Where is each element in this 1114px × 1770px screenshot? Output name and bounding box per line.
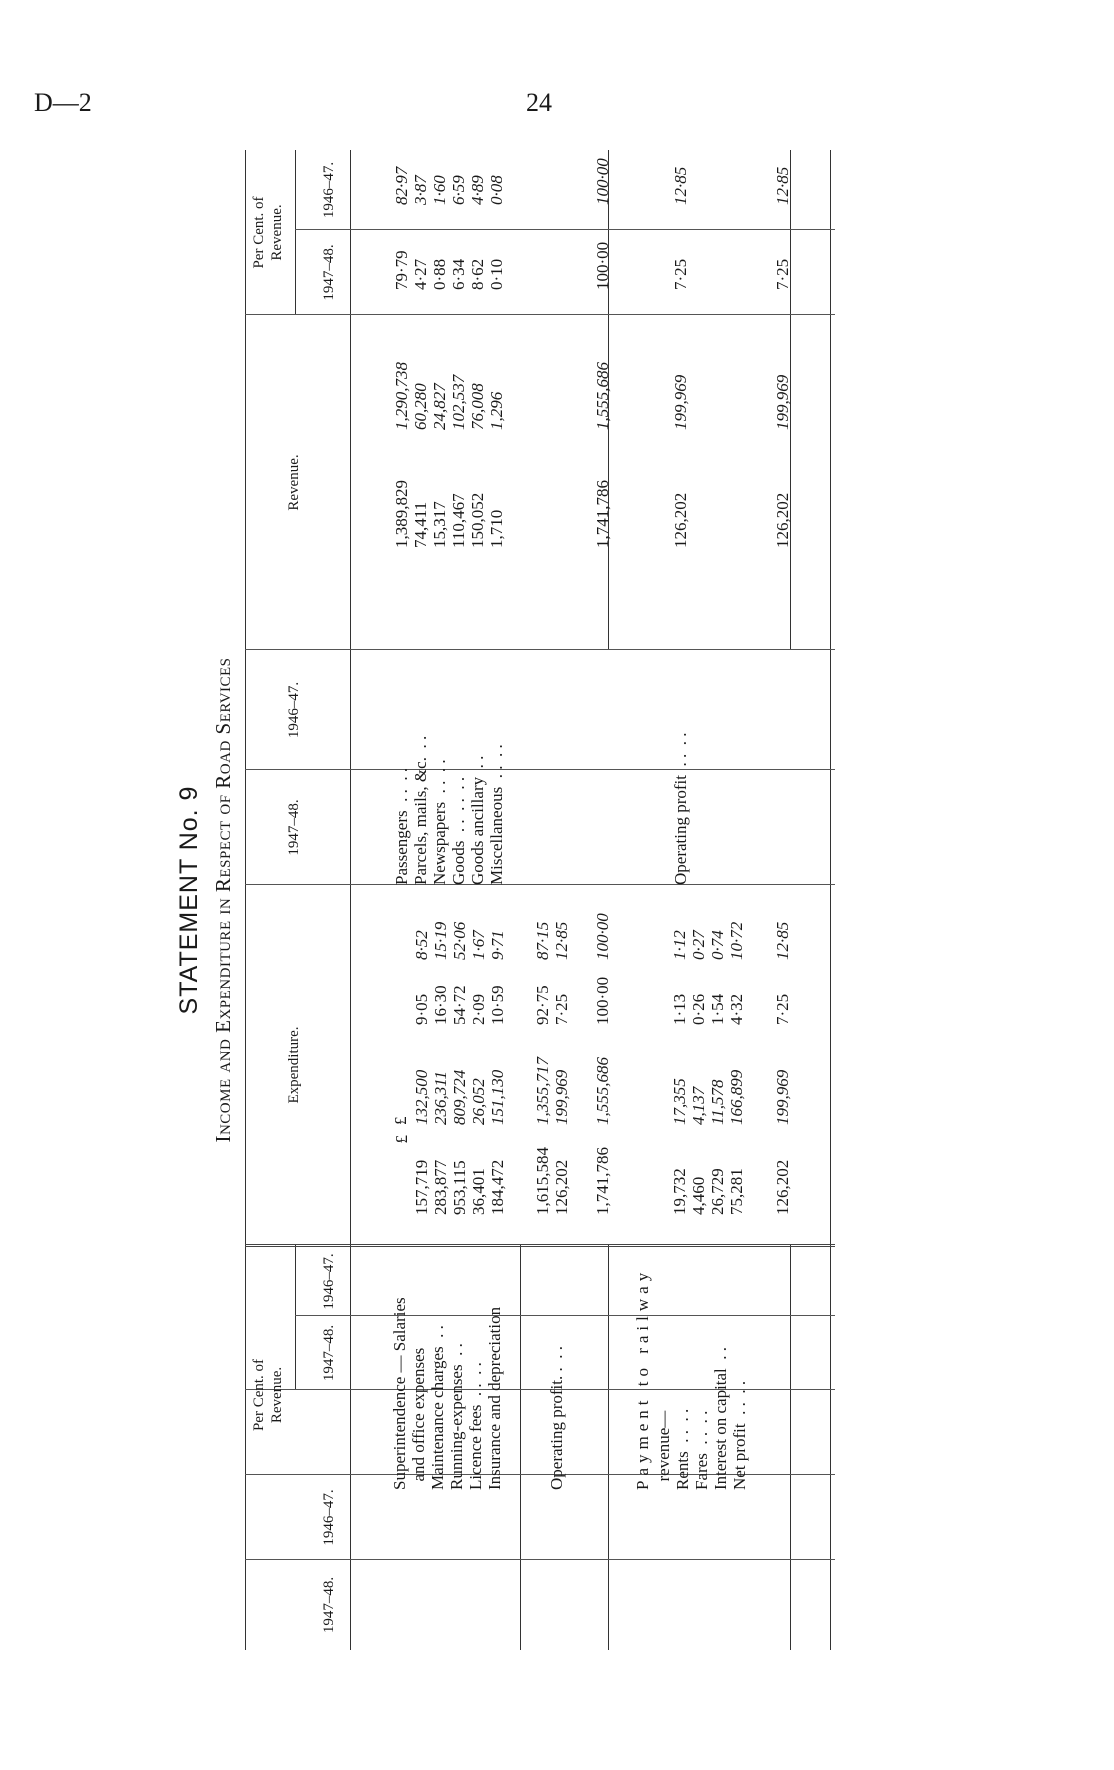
rev-p2-total: 100·00 xyxy=(593,158,612,205)
exp-p1-total: 100·00 xyxy=(593,976,612,1025)
header-pct-y2-right: 1946–47. xyxy=(321,161,337,219)
exp-y2-total: 1,555,686 xyxy=(593,1057,612,1125)
header-pct-right: Per Cent. of Revenue. xyxy=(251,196,285,269)
statement-subtitle: Income and Expenditure in Respect of Road Services xyxy=(211,657,235,1143)
exp-p2-payments: 1·12 0·27 0·74 10·72 xyxy=(670,921,746,960)
exp-y1-subtotal: 1,615,584 126,202 xyxy=(533,1147,571,1215)
exp-y1-final: 126,202 xyxy=(773,1159,792,1215)
exp-y1-total: 1,741,786 xyxy=(593,1147,612,1215)
rev-y2-rows: 1,290,738 60,280 24,827 102,537 76,008 1,296 xyxy=(392,362,506,430)
statement-title: STATEMENT No. 9 xyxy=(175,785,203,1015)
exp-y1-rows: 157,719 283,877 953,115 36,401 184,472 xyxy=(412,1159,507,1215)
exp-y2-final: 199,969 xyxy=(773,1069,792,1125)
rev-p1-rows: 79·79 4·27 0·88 6·34 8·62 0·10 xyxy=(392,250,506,290)
rev-y1-final: 126,202 xyxy=(773,492,792,548)
exp-y2-pound: £ xyxy=(391,1116,410,1125)
header-y1-right: 1947–48. xyxy=(286,799,302,856)
exp-p1-final: 7·25 xyxy=(773,993,792,1025)
page-number: 24 xyxy=(526,88,552,117)
exp-p2-subtotal: 87·15 12·85 xyxy=(533,921,571,960)
rev-p2-op: 12·85 xyxy=(671,166,690,205)
rev-p1-op: 7·25 xyxy=(671,258,690,290)
page-reference: D—2 xyxy=(34,88,92,117)
header-pct-y2-left: 1946–47. xyxy=(321,1253,337,1310)
rev-p2-final: 12·85 xyxy=(773,166,792,205)
expenditure-subtotal-label: Operating profit. . . . xyxy=(547,1346,566,1490)
expenditure-rows-label: Superintendence — Salaries and office expenses Maintenance charges . . Running-expenses . . Licence fees . . . . Insurance and depreciation xyxy=(390,1297,504,1490)
exp-y1-pound: £ xyxy=(392,1135,411,1144)
exp-y1-payments: 19,732 4,460 26,729 75,281 xyxy=(670,1168,746,1215)
header-pct-left: Per Cent. of Revenue. xyxy=(251,1358,285,1432)
header-revenue: Revenue. xyxy=(286,454,302,511)
exp-p1-rows: 9·05 16·30 54·72 2·09 10·59 xyxy=(412,985,507,1025)
exp-y2-rows: 132,500 236,311 809,724 26,052 151,130 xyxy=(412,1069,507,1125)
rev-y1-total: 1,741,786 xyxy=(593,480,612,548)
exp-p2-rows: 8·52 15·19 52·06 1·67 9·71 xyxy=(412,921,507,960)
header-pct-y1-left: 1947–48. xyxy=(321,1324,337,1382)
header-pct-y1-right: 1947–48. xyxy=(321,244,337,301)
rev-p2-rows: 82·97 3·87 1·60 6·59 4·89 0·08 xyxy=(392,166,506,205)
expenditure-payment-heading: Payment to railway xyxy=(633,1267,652,1490)
header-y2-right: 1946–47. xyxy=(286,681,302,739)
revenue-operating-profit-label: Operating profit . . . . xyxy=(671,732,690,885)
rev-y1-op: 126,202 xyxy=(671,492,690,548)
header-expenditure: Expenditure. xyxy=(286,1026,302,1104)
expenditure-payment-rows: revenue— Rents . . . . Fares . . . . Interest on capital . . Net profit . . . . xyxy=(654,1346,749,1490)
rev-y1-rows: 1,389,829 74,411 15,317 110,467 150,052 1,710 xyxy=(392,480,506,548)
exp-p2-total: 100·00 xyxy=(593,913,612,960)
rev-y2-op: 199,969 xyxy=(671,374,690,430)
exp-y2-subtotal: 1,355,717 199,969 xyxy=(533,1057,571,1125)
header-y1-left: 1947–48. xyxy=(321,1576,337,1634)
rev-p1-final: 7·25 xyxy=(773,258,792,290)
exp-p1-subtotal: 92·75 7·25 xyxy=(533,985,571,1025)
exp-y2-payments: 17,355 4,137 11,578 166,899 xyxy=(670,1069,746,1125)
header-y2-left: 1946–47. xyxy=(321,1489,337,1546)
exp-p2-final: 12·85 xyxy=(773,921,792,960)
rev-y2-total: 1,555,686 xyxy=(593,362,612,430)
revenue-rows-label: Passengers . . . . Parcels, mails, &c. . . Newspapers . . . . Goods . . . . . . Goods ancillary . . Miscellaneous . . . . xyxy=(392,735,506,885)
exp-p1-payments: 1·13 0·26 1·54 4·32 xyxy=(670,993,746,1025)
rev-p1-total: 100·00 xyxy=(593,241,612,290)
rev-y2-final: 199,969 xyxy=(773,374,792,430)
